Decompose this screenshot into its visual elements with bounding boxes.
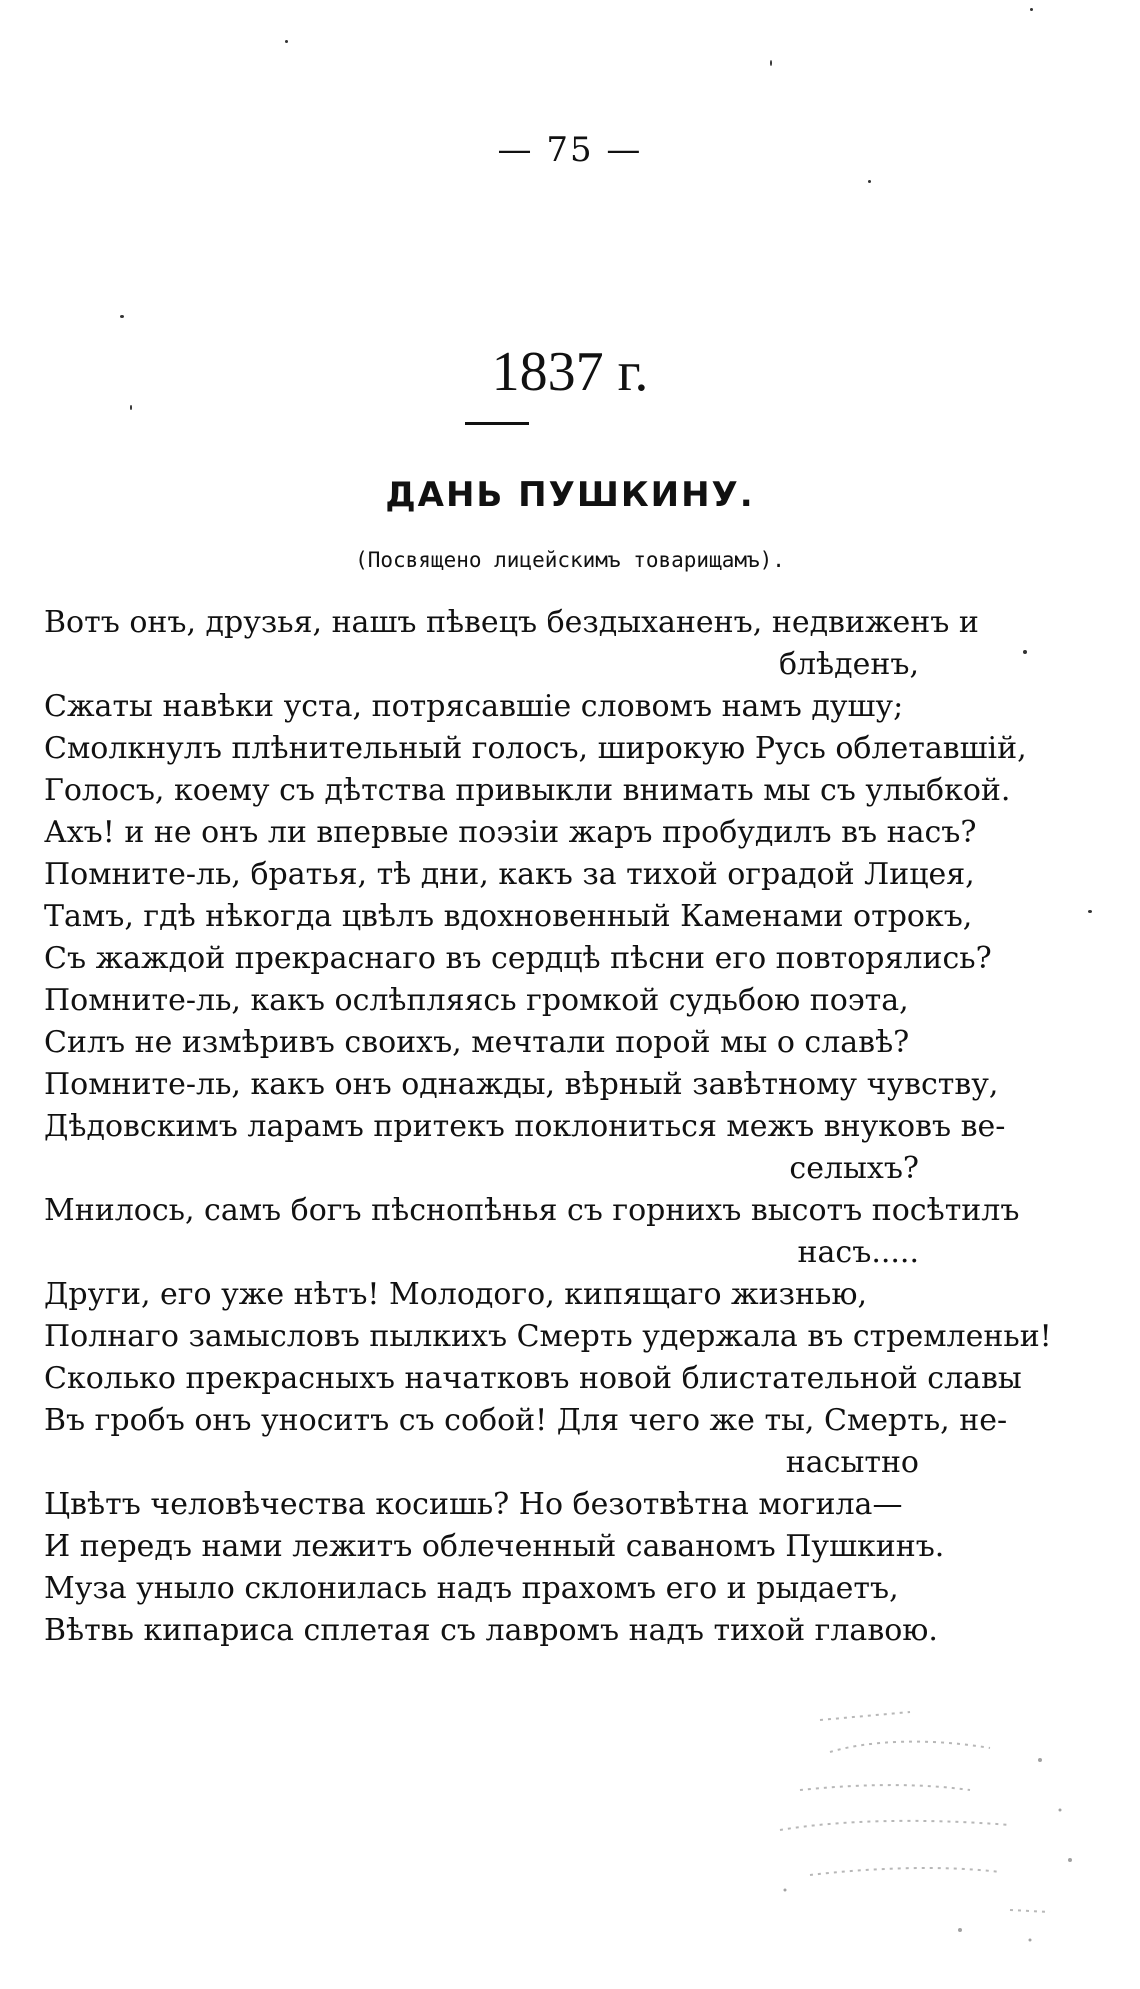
section-divider	[465, 422, 529, 425]
poem-line: Сколько прекрасныхъ начатковъ новой блистательной славы	[44, 1361, 1022, 1396]
poem-line: Вѣтвь кипариса сплетая съ лавромъ надъ тихой главою.	[44, 1613, 938, 1648]
poem-line: Смолкнулъ плѣнительный голосъ, широкую Русь облетавшій,	[44, 731, 1027, 766]
poem-line: Съ жаждой прекраснаго въ сердцѣ пѣсни его повторялись?	[44, 941, 992, 976]
page-number: — 75 —	[497, 130, 643, 170]
poem-line: Други, его уже нѣтъ! Молодого, кипящаго жизнью,	[44, 1277, 867, 1312]
poem-line: Цвѣтъ человѣчества косишь? Но безотвѣтна могила—	[44, 1487, 903, 1522]
poem-line: Помните-ль, братья, тѣ дни, какъ за тихой оградой Лицея,	[44, 857, 975, 892]
poem-line: Вотъ онъ, друзья, нашъ пѣвецъ бездыханенъ, недвиженъ и	[44, 605, 979, 640]
poem-line: Муза уныло склонилась надъ прахомъ его и рыдаетъ,	[44, 1571, 899, 1606]
poem-line: Голосъ, коему съ дѣтства привыкли внимать мы съ улыбкой.	[44, 773, 1011, 808]
poem-line-continuation: селыхъ?	[789, 1151, 919, 1186]
poem-line-continuation: насытно	[785, 1445, 919, 1480]
poem-line: Въ гробъ онъ уноситъ съ собой! Для чего же ты, Смерть, не-	[44, 1403, 1008, 1438]
poem-line: Ахъ! и не онъ ли впервые поэзіи жаръ пробудилъ въ насъ?	[44, 815, 977, 850]
poem-line: Дѣдовскимъ ларамъ притекъ поклониться межъ внуковъ ве-	[44, 1109, 1006, 1144]
poem-dedication: (Посвящено лицейскимъ товарищамъ).	[355, 548, 785, 572]
year-heading: 1837 г.	[491, 341, 649, 403]
poem-line: Мнилось, самъ богъ пѣснопѣнья съ горнихъ высотъ посѣтилъ	[44, 1193, 1020, 1228]
poem-line: Помните-ль, какъ онъ однажды, вѣрный завѣтному чувству,	[44, 1067, 999, 1102]
poem-line: Помните-ль, какъ ослѣпляясь громкой судьбою поэта,	[44, 983, 909, 1018]
poem-body	[44, 602, 1052, 1652]
poem-line: Силъ не измѣривъ своихъ, мечтали порой мы о славѣ?	[44, 1025, 910, 1060]
poem-line: Полнаго замысловъ пылкихъ Смерть удержала въ стремленьи!	[44, 1319, 1052, 1354]
poem-line: И передъ нами лежитъ облеченный саваномъ Пушкинъ.	[44, 1529, 945, 1564]
poem-line-continuation: блѣденъ,	[778, 647, 919, 682]
poem-line-continuation: насъ.....	[797, 1235, 919, 1270]
poem-line: Тамъ, гдѣ нѣкогда цвѣлъ вдохновенный Каменами отрокъ,	[44, 899, 973, 934]
poem-title: ДАНЬ ПУШКИНУ.	[385, 475, 755, 515]
poem-line: Сжаты навѣки уста, потрясавшіе словомъ намъ душу;	[44, 689, 904, 724]
library-stamp	[760, 1690, 1090, 1960]
